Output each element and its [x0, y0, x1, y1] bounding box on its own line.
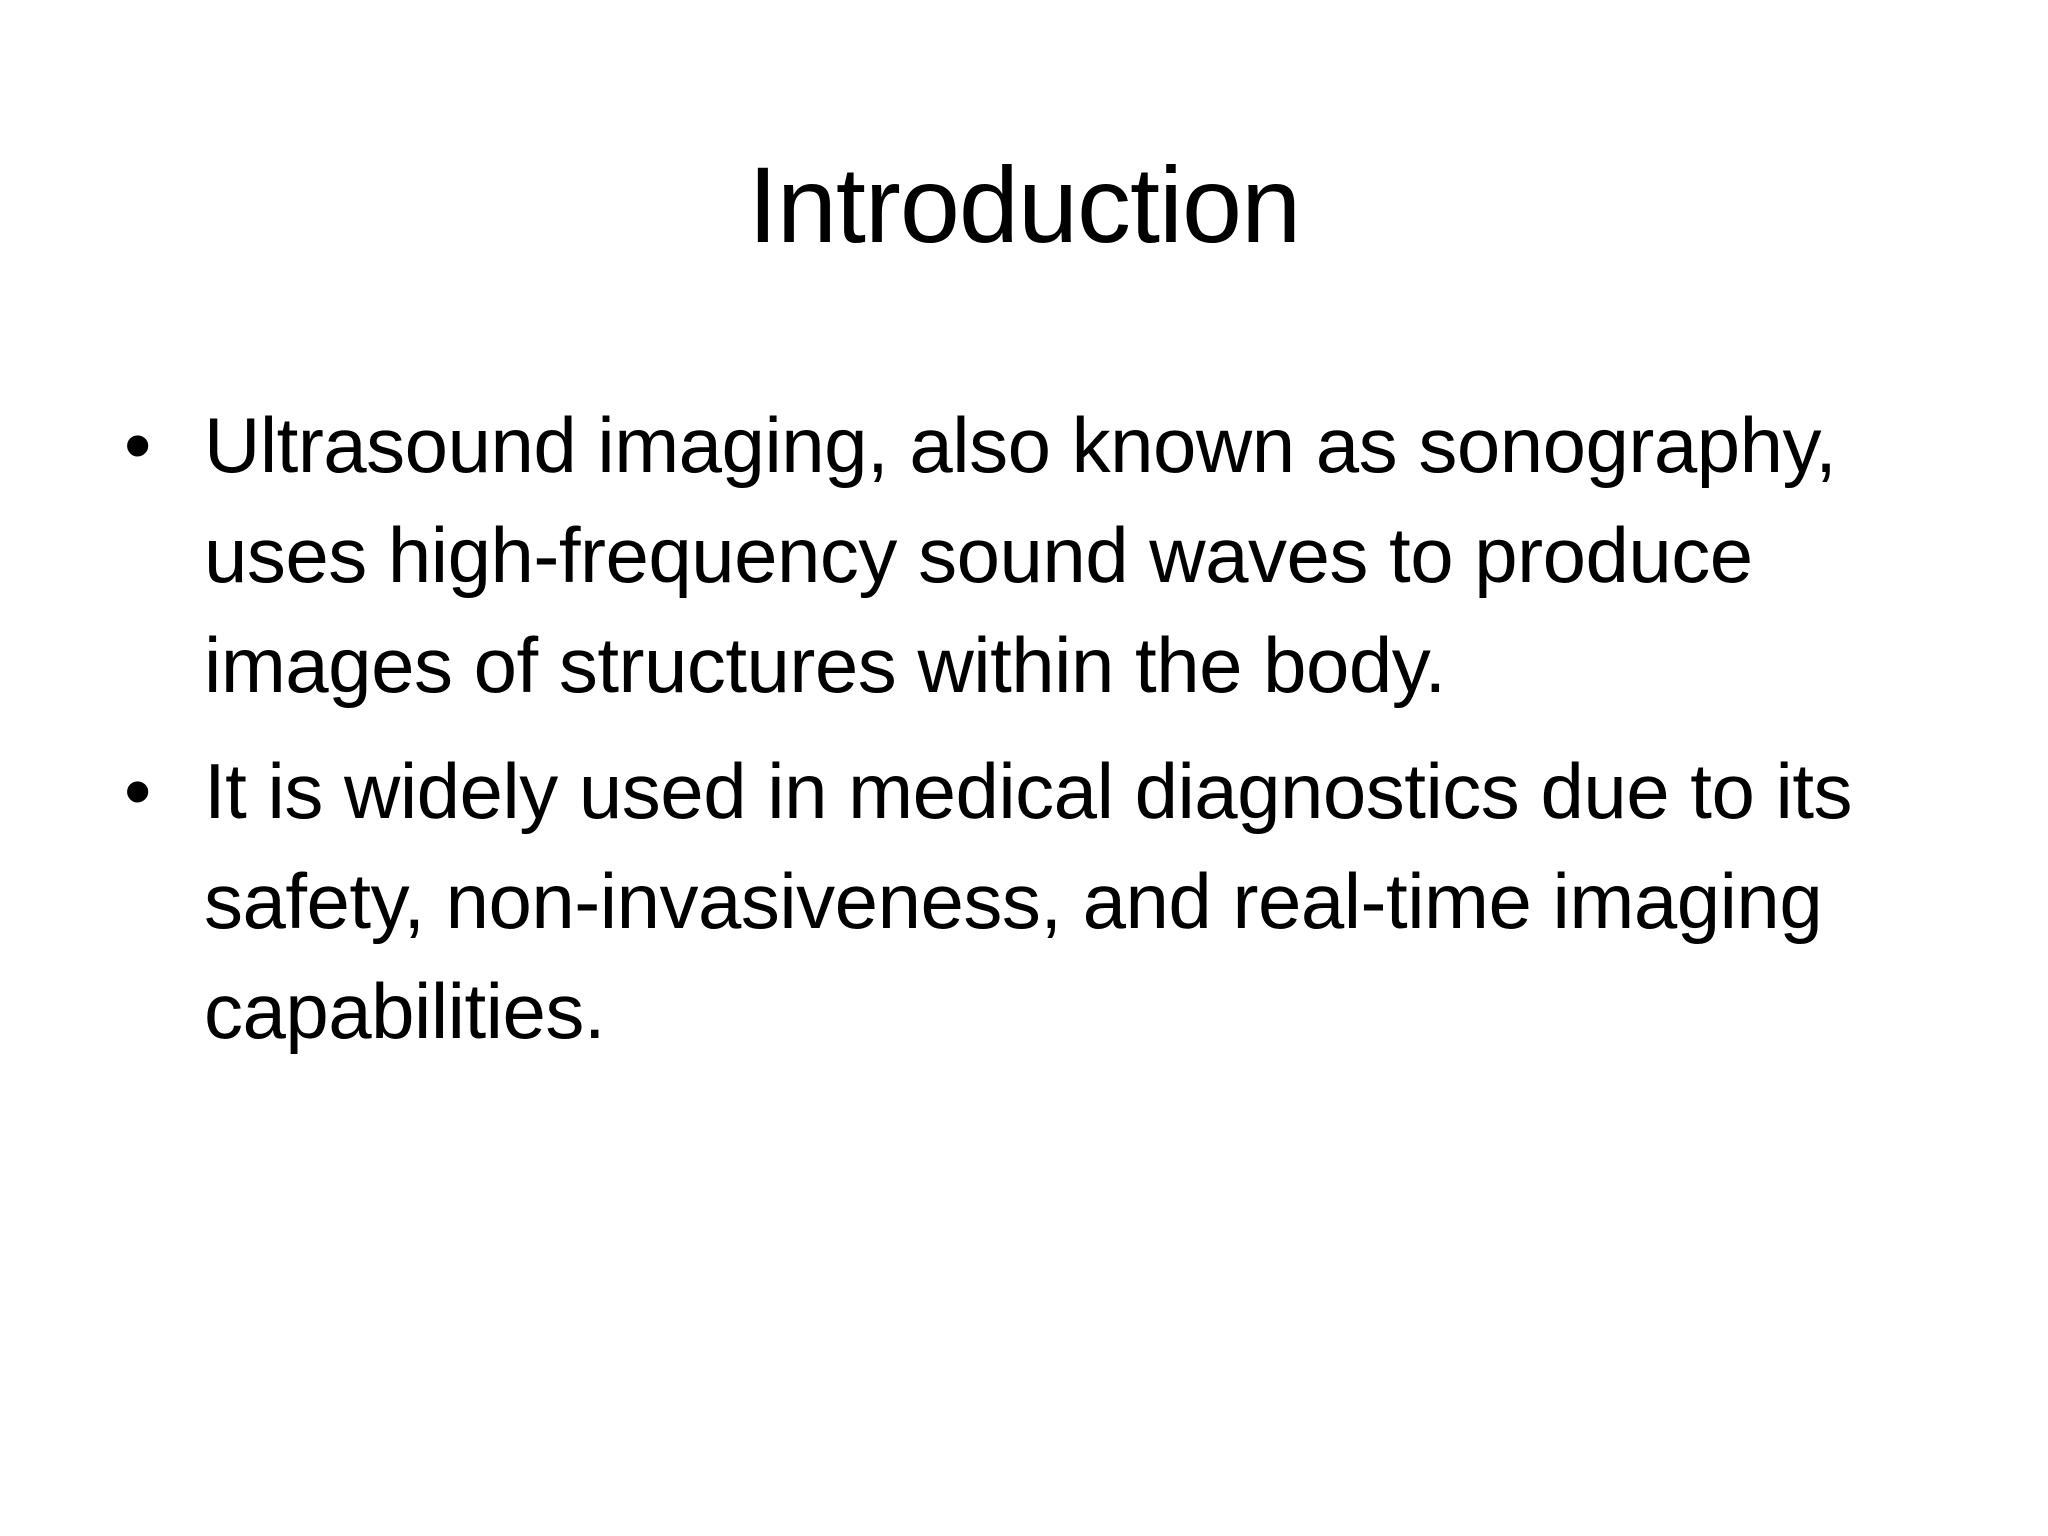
bullet-item — [124, 390, 1954, 720]
bullet-icon: • — [124, 401, 151, 489]
bullet-text: Ultrasound imaging, also known as sonography, uses high-frequency sound waves to produce images of structures within the body. — [204, 401, 1837, 709]
bullet-item — [124, 736, 1954, 1066]
bullet-icon: • — [124, 747, 151, 835]
slide-title: Introduction — [747, 144, 1301, 265]
bullet-list — [124, 390, 1954, 1082]
bullet-text: It is widely used in medical diagnostics due to its safety, non-invasiveness, and real-time imaging capabilities. — [204, 747, 1852, 1055]
